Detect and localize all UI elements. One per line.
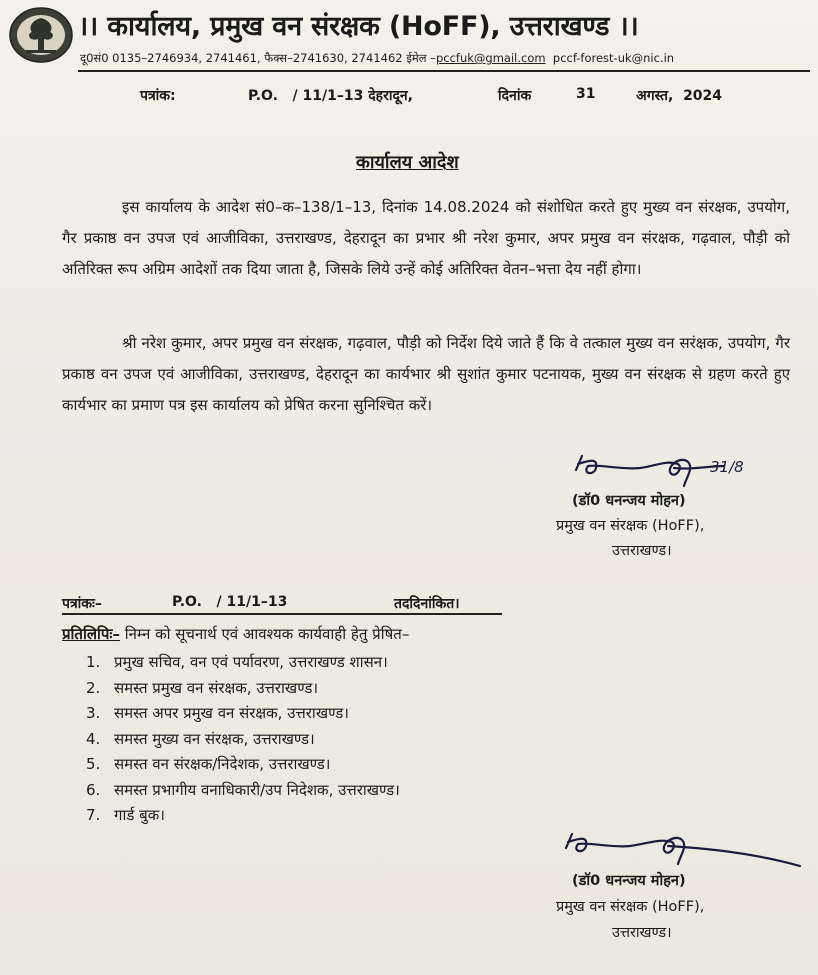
reference-number: P.O. / 11/1–13 देहरादून, (248, 88, 413, 104)
reference-2-label: पत्रांकः– (62, 596, 102, 612)
reference-2-underline (62, 613, 502, 615)
reference-2-number: P.O. / 11/1–13 (172, 594, 288, 610)
copy-to-intro: निम्न को सूचनार्थ एवं आवश्यक कार्यवाही हेतु प्रेषित– (124, 625, 410, 643)
signatory-designation-2: प्रमुख वन संरक्षक (HoFF), (556, 899, 705, 915)
copy-to-list (86, 650, 646, 829)
header-divider (78, 70, 810, 72)
signatory-state-1: उत्तराखण्ड। (612, 543, 672, 559)
contact-details (80, 51, 810, 66)
reference-date-label: दिनांक (498, 88, 532, 104)
handwritten-signature-icon (560, 822, 810, 872)
copy-to-label: प्रतिलिपिः– (62, 625, 120, 643)
email-secondary: pccf-forest-uk@nic.in (552, 51, 675, 65)
reference-label: पत्रांक: (140, 88, 176, 104)
reference-2-dated: तददिनांकित। (394, 596, 460, 612)
paragraph-1-text: इस कार्यालय के आदेश सं0–क–138/1–13, दिनांक 14.08.2024 को संशोधित करते हुए मुख्य वन संरक्षक, उपयोग, गैर प्रकाष्ठ वन उपज एवं आजीविका, उत्तराखण्ड, देहरादून का प्रभार श्री नरेश कुमार, अपर प्रमुख वन संरक्षक, गढ़वाल, पौड़ी को अतिरिक्त रूप अग्रिम आदेशों तक दिया जाता है, जिसके लिये उन्हें कोई अतिरिक्त वेतन–भत्ता देय नहीं होगा। (62, 198, 790, 278)
signatory-name-2: (डॉ0 धनन्जय मोहन) (572, 873, 686, 889)
list-item: 5. समस्त वन संरक्षक/निदेशक, उत्तराखण्ड। (86, 755, 331, 773)
email-primary-link[interactable]: pccfuk@gmail.com (435, 51, 546, 65)
paragraph-2-text: श्री नरेश कुमार, अपर प्रमुख वन संरक्षक, गढ़वाल, पौड़ी को निर्देश दिये जाते हैं कि वे तत्काल मुख्य वन सरंक्षक, उपयोग, गैर प्रकाष्ठ वन उपज एवं आजीविका, उत्तराखण्ड, देहरादून का कार्यभार श्री सुशांत कुमार पटनायक, मुख्य वन संरक्षक से ग्रहण करते हुए कार्यभार का प्रमाण पत्र इस कार्यालय को प्रेषित करना सुनिश्चित करें। (62, 334, 790, 414)
contact-phone-fax: दू0सं0 0135–2746934, 2741461, फैक्स–2741630, 2741462 ईमेल – (80, 51, 436, 65)
signatory-state-2: उत्तराखण्ड। (612, 925, 672, 941)
reference-month-year: अगस्त, 2024 (636, 88, 723, 104)
list-item: 2. समस्त प्रमुख वन संरक्षक, उत्तराखण्ड। (86, 678, 319, 697)
signature-date-handwritten: 31/8 (710, 458, 744, 476)
order-paragraph-1 (62, 192, 790, 285)
order-paragraph-2 (62, 328, 790, 421)
list-item: 1. प्रमुख सचिव, वन एवं पर्यावरण, उत्तराखण्ड शासन। (86, 653, 388, 671)
list-item: 4. समस्त मुख्य वन संरक्षक, उत्तराखण्ड। (86, 729, 315, 748)
reference-day: 31 (576, 86, 596, 102)
list-item: 7. गार्ड बुक। (86, 806, 165, 824)
forest-department-emblem-icon (8, 6, 74, 64)
signatory-name-1: (डॉ0 धनन्जय मोहन) (572, 493, 686, 509)
list-item: 6. समस्त प्रभागीय वनाधिकारी/उप निदेशक, उत्तराखण्ड। (86, 780, 400, 799)
copy-to-heading (62, 624, 409, 644)
office-header-title: ।। कार्यालय, प्रमुख वन संरक्षक (HoFF), उत्तराखण्ड ।। (78, 11, 639, 42)
order-title: कार्यालय आदेश (356, 152, 459, 173)
handwritten-signature-icon (570, 446, 818, 496)
list-item: 3. समस्त अपर प्रमुख वन संरक्षक, उत्तराखण्ड। (86, 704, 349, 722)
signatory-designation-1: प्रमुख वन संरक्षक (HoFF), (556, 518, 705, 534)
